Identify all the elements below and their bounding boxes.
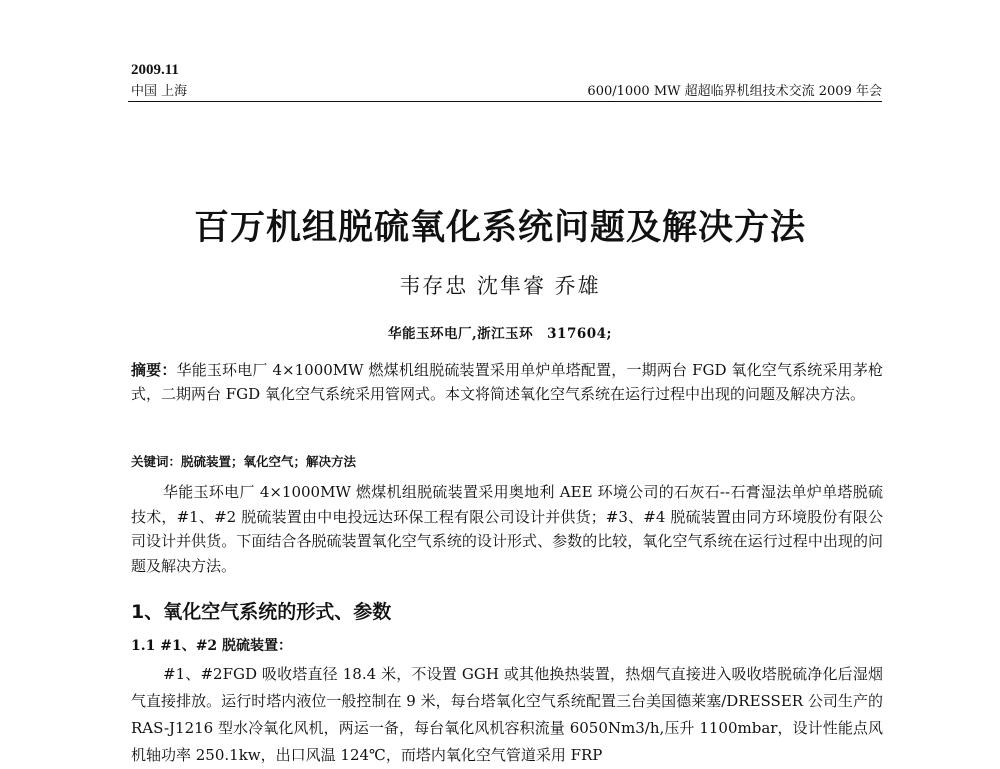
abstract (131, 358, 883, 406)
subsection-1-1-heading: 1.1 #1、#2 脱硫装置： (131, 638, 293, 654)
header-conference: 600/1000 MW 超超临界机组技术交流 2009 年会 (587, 84, 882, 99)
subsection-1-1-paragraph: #1、#2FGD 吸收塔直径 18.4 米，不设置 GGH 或其他换热装置，热烟气直接进入吸收塔脱硫净化后湿烟气直接排放。运行时塔内液位一般控制在 9 米，每台塔氧化空气系统配置三台美国德莱塞/DRESSER 公司生产的 RAS-J1216 型水冷氧化风机，两运一备，每台氧化风机容积流量 6050Nm3/h,压升 1100mbar，设计性能点风机轴功率 250.1kw，出口风温 124℃，而塔内氧化空气管道采用 FRP (131, 665, 883, 764)
paper-title: 百万机组脱硫氧化系统问题及解决方法 (193, 208, 806, 248)
section-1-heading: 1、氧化空气系统的形式、参数 (131, 601, 392, 623)
header-date: 2009.11 (131, 62, 179, 78)
paper-authors: 韦存忠 沈隼睿 乔雄 (399, 274, 601, 298)
abstract-label: 摘要： (131, 361, 177, 379)
paper-affiliation: 华能玉环电厂,浙江玉环 317604; (387, 326, 613, 342)
header-location: 中国 上海 (131, 84, 188, 99)
header-rule (128, 101, 882, 102)
intro-paragraph: 华能玉环电厂 4×1000MW 燃煤机组脱硫装置采用奥地利 AEE 环境公司的石灰石--石膏湿法单炉单塔脱硫技术，#1、#2 脱硫装置由中电投远达环保工程有限公司设计并供货；#3、#4 脱硫装置由同方环境股份有限公司设计并供货。下面结合各脱硫装置氧化空气系统的设计形式、参数的比较，氧化空气系统在运行过程中出现的问题及解决方法。 (131, 483, 883, 575)
abstract-text: 华能玉环电厂 4×1000MW 燃煤机组脱硫装置采用单炉单塔配置，一期两台 FGD 氧化空气系统采用茅枪式，二期两台 FGD 氧化空气系统采用管网式。本文将简述氧化空气系统在运行过程中出现的问题及解决方法。 (131, 361, 883, 403)
keywords: 关键词：脱硫装置；氧化空气；解决方法 (131, 454, 357, 469)
